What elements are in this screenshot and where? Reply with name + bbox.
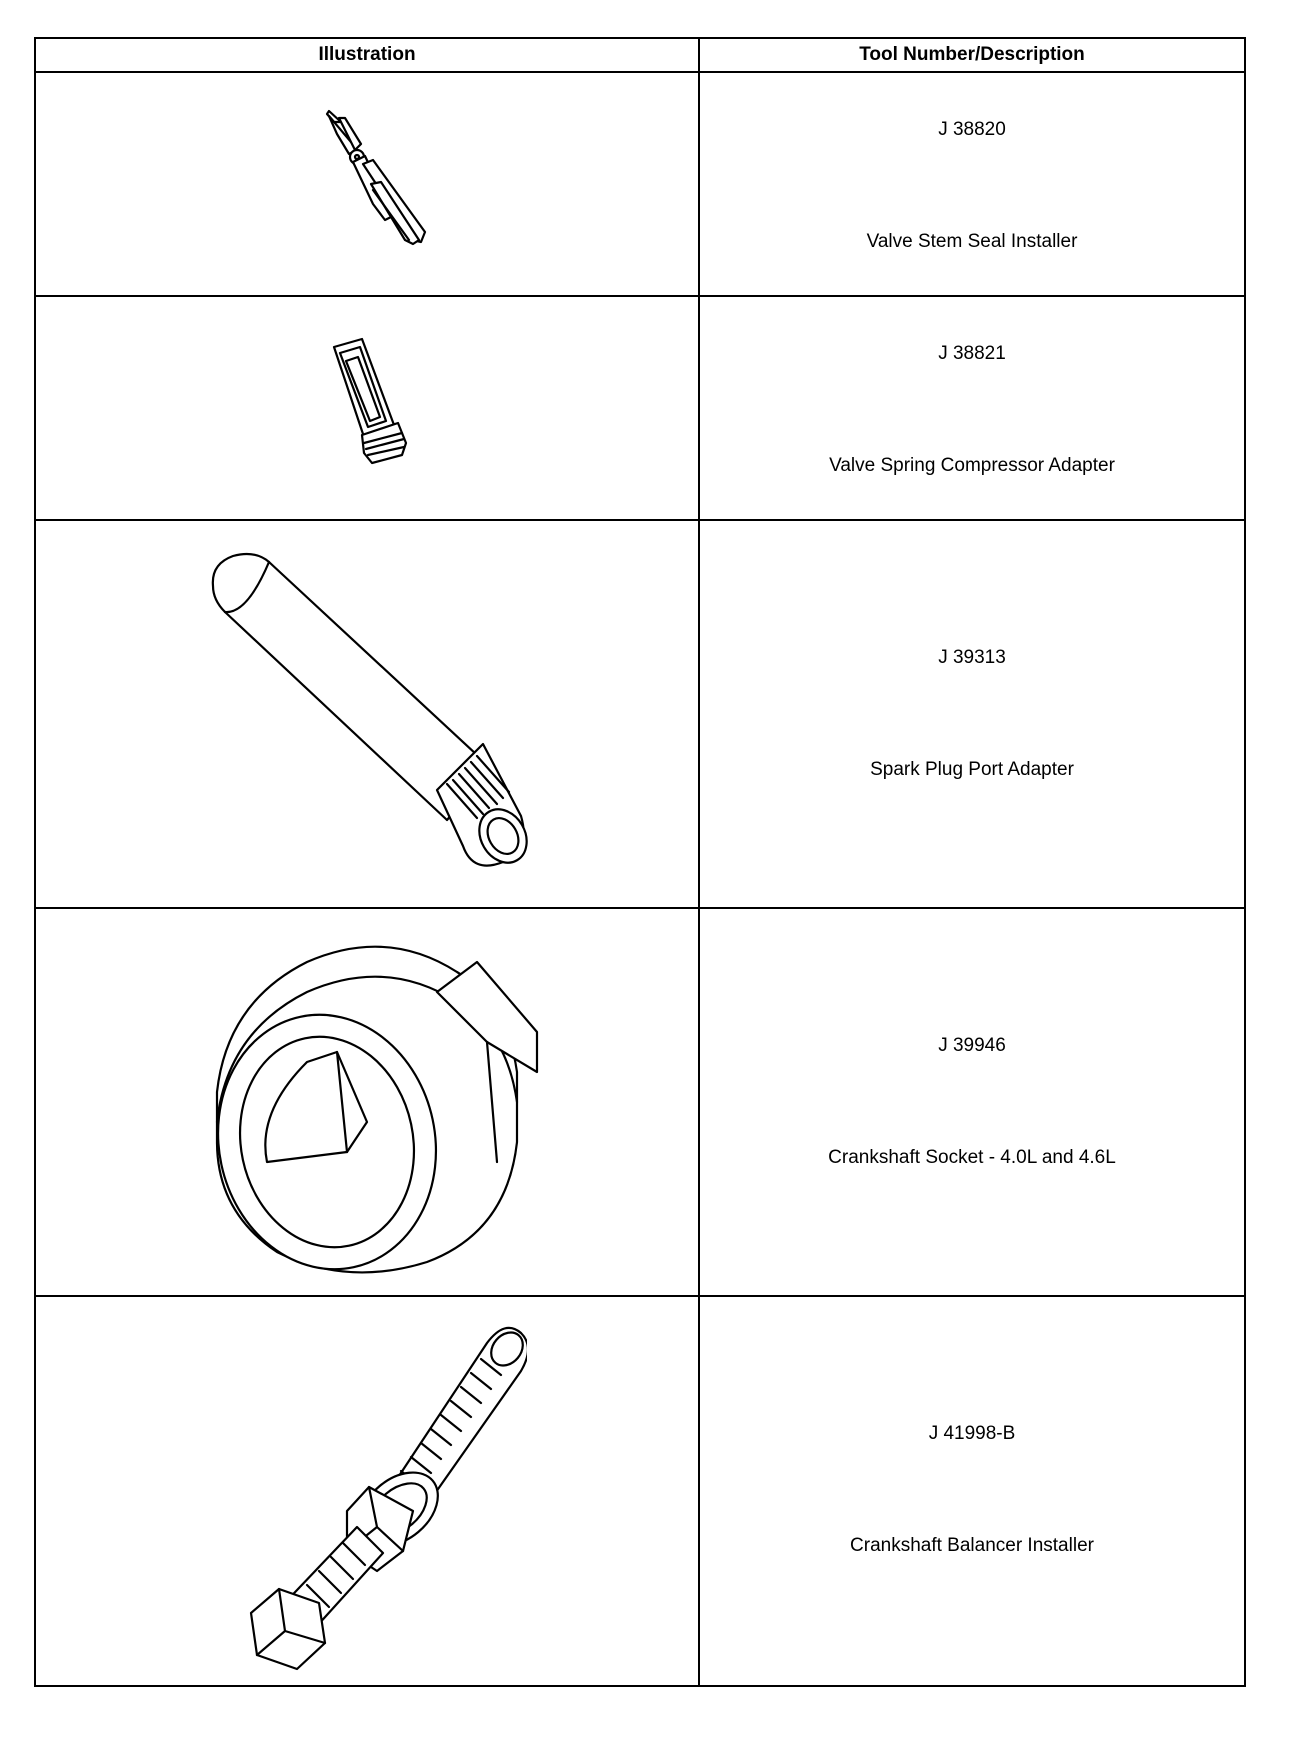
description-cell: [699, 296, 1245, 520]
pliers-icon: [297, 104, 437, 264]
table-row: [35, 296, 1245, 520]
tool-description: Valve Spring Compressor Adapter: [829, 455, 1115, 476]
table-row: [35, 520, 1245, 908]
description-cell: [699, 908, 1245, 1296]
table-row: [35, 72, 1245, 296]
table-header-row: [35, 38, 1245, 72]
description-cell: [699, 72, 1245, 296]
threaded-bolt-icon: [207, 1311, 527, 1671]
tool-number: J 39313: [938, 647, 1006, 668]
illustration-cell: [35, 520, 699, 908]
adapter-sleeve-icon: [312, 323, 422, 493]
socket-icon: [187, 922, 547, 1282]
tool-description: Spark Plug Port Adapter: [870, 759, 1074, 780]
illustration-cell: [35, 296, 699, 520]
tool-description: Crankshaft Socket - 4.0L and 4.6L: [828, 1147, 1116, 1168]
threaded-tube-icon: [197, 544, 537, 884]
tool-description: Crankshaft Balancer Installer: [850, 1535, 1094, 1556]
tool-number: J 41998-B: [928, 1423, 1016, 1444]
tool-number: J 38820: [938, 119, 1006, 140]
illustration-cell: [35, 72, 699, 296]
description-cell: [699, 1296, 1245, 1686]
tool-description: Valve Stem Seal Installer: [866, 231, 1078, 252]
description-cell: [699, 520, 1245, 908]
illustration-column-header: Illustration: [35, 38, 699, 72]
illustration-cell: [35, 1296, 699, 1686]
tool-number: J 39946: [938, 1035, 1006, 1056]
table-row: [35, 1296, 1245, 1686]
illustration-cell: [35, 908, 699, 1296]
table-row: [35, 908, 1245, 1296]
special-tools-table: [34, 37, 1246, 1687]
tool-number: J 38821: [938, 343, 1006, 364]
tool-column-header: Tool Number/Description: [699, 38, 1245, 72]
